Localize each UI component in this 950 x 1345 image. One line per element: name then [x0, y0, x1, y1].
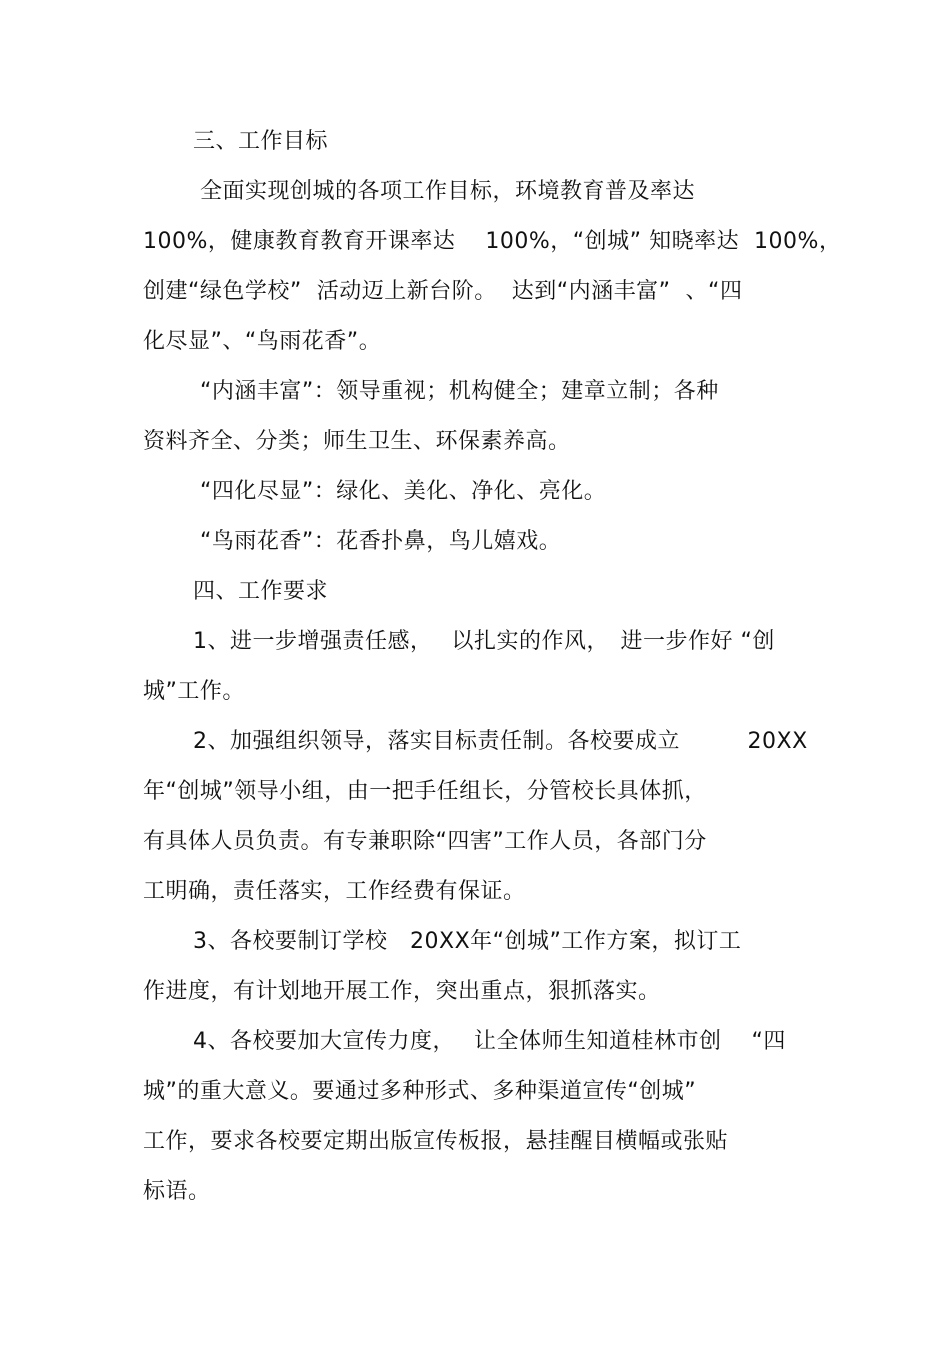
heading-work-requirements: 四、工作要求	[193, 579, 329, 604]
paragraph-line: “内涵丰富”：领导重视；机构健全；建章立制；各种	[200, 379, 719, 404]
paragraph-line: 年“创城”领导小组，由一把手任组长，分管校长具体抓，	[143, 779, 707, 804]
heading-work-goals: 三、工作目标	[193, 129, 329, 154]
paragraph-line: 全面实现创城的各项工作目标，环境教育普及率达	[200, 179, 696, 204]
paragraph-line: 2、加强组织领导，落实目标责任制。各校要成立 20XX	[193, 729, 808, 754]
paragraph-line: “鸟雨花香”：花香扑鼻，鸟儿嬉戏。	[200, 529, 562, 554]
paragraph-line: 有具体人员负责。有专兼职除“四害”工作人员，各部门分	[143, 829, 707, 854]
paragraph-line: 100%，健康教育教育开课率达 100%，“创城” 知晓率达 100%，	[143, 229, 842, 254]
paragraph-line: 4、各校要加大宣传力度， 让全体师生知道桂林市创 “四	[193, 1029, 786, 1054]
paragraph-line: 工明确，责任落实，工作经费有保证。	[143, 879, 526, 904]
paragraph-line: 作进度，有计划地开展工作，突出重点，狠抓落实。	[143, 979, 661, 1004]
paragraph-line: 标语。	[143, 1179, 211, 1204]
paragraph-line: 城”的重大意义。要通过多种形式、多种渠道宣传“创城”	[143, 1079, 697, 1104]
paragraph-line: 3、各校要制订学校 20XX年“创城”工作方案，拟订工	[193, 929, 742, 954]
paragraph-line: 工作，要求各校要定期出版宣传板报，悬挂醒目横幅或张贴	[143, 1129, 729, 1154]
paragraph-line: 创建“绿色学校” 活动迈上新台阶。 达到“内涵丰富” 、“四	[143, 279, 743, 304]
paragraph-line: 城”工作。	[143, 679, 245, 704]
paragraph-line: “四化尽显”：绿化、美化、净化、亮化。	[200, 479, 607, 504]
paragraph-line: 1、进一步增强责任感， 以扎实的作风， 进一步作好 “创	[193, 629, 775, 654]
paragraph-line: 资料齐全、分类；师生卫生、环保素养高。	[143, 429, 571, 454]
paragraph-line: 化尽显”、“鸟雨花香”。	[143, 329, 382, 354]
